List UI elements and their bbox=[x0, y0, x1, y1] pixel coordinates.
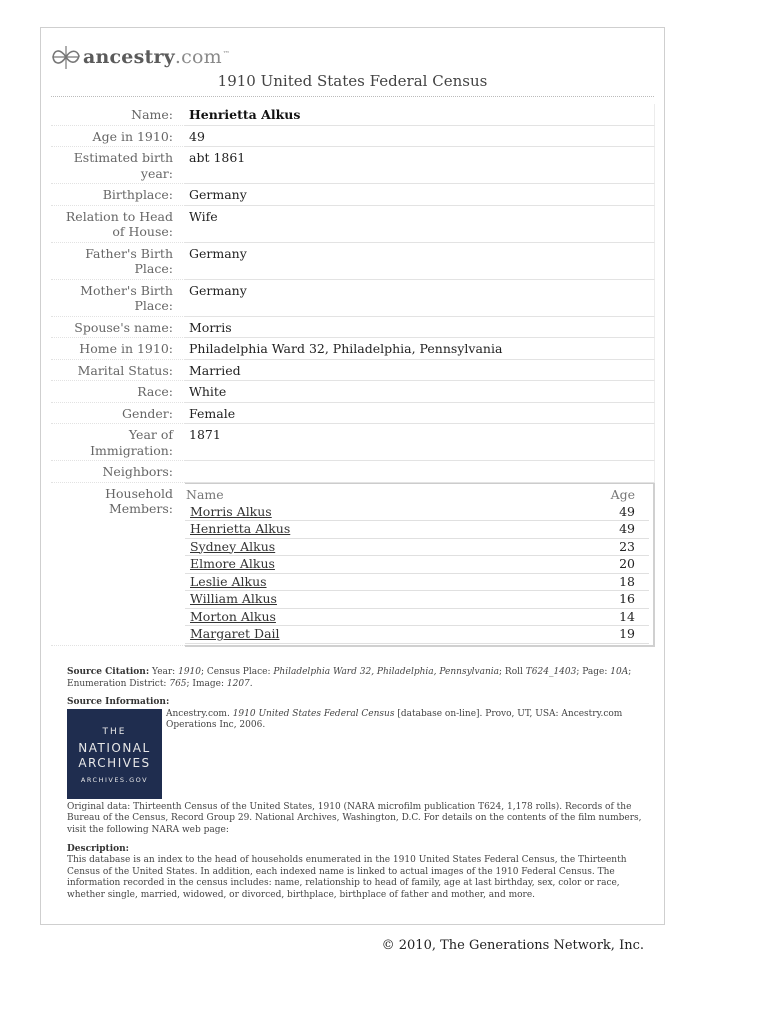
column-name-header: Name bbox=[186, 486, 224, 502]
field-value: Female bbox=[185, 403, 655, 425]
household-member-age: 14 bbox=[619, 608, 635, 624]
column-age-header: Age bbox=[610, 486, 635, 502]
household-member-row bbox=[185, 504, 649, 522]
record-fields bbox=[51, 104, 655, 647]
description-label: Description: bbox=[67, 843, 129, 854]
household-member-link[interactable]: Leslie Alkus bbox=[190, 573, 267, 589]
household-member-row bbox=[185, 626, 649, 644]
field-value: abt 1861 bbox=[185, 147, 655, 184]
source-citation: Source Citation: Year: 1910; Census Place: Philadelphia Ward 32, Philadelphia, Pennsylvania; Roll T624_1403; Page: 10A; Enumeration District: 765; Image: 1207. bbox=[67, 667, 632, 689]
household-member-row bbox=[185, 539, 649, 557]
field-row bbox=[51, 360, 655, 382]
field-label: Mother's Birth Place: bbox=[51, 280, 185, 317]
field-value: Henrietta Alkus bbox=[185, 104, 655, 126]
field-row bbox=[51, 424, 655, 461]
field-value: White bbox=[185, 381, 655, 403]
field-row bbox=[51, 381, 655, 403]
household-member-age: 20 bbox=[619, 556, 635, 571]
source-information-text: Ancestry.com. 1910 United States Federal Census [database on-line]. Provo, UT, USA: Ancestry.com Operations Inc, 2006. bbox=[166, 708, 623, 731]
ancestry-logo[interactable] bbox=[51, 42, 230, 72]
household-member-age: 16 bbox=[619, 591, 635, 606]
field-row bbox=[51, 243, 655, 280]
page-title: 1910 United States Federal Census bbox=[51, 72, 654, 97]
field-value: Wife bbox=[185, 206, 655, 243]
field-label: Age in 1910: bbox=[51, 126, 185, 148]
household-member-link[interactable]: Morris Alkus bbox=[190, 503, 272, 519]
household-member-age: 19 bbox=[619, 626, 635, 641]
field-row bbox=[51, 184, 655, 206]
field-row bbox=[51, 104, 655, 126]
household-member-age: 23 bbox=[619, 538, 635, 554]
field-label: Marital Status: bbox=[51, 360, 185, 382]
field-row bbox=[51, 338, 655, 360]
logo-wordmark: ancestry.com™ bbox=[83, 46, 231, 68]
field-row bbox=[51, 461, 655, 483]
national-archives-logo[interactable]: THE NATIONAL ARCHIVES ARCHIVES.GOV bbox=[67, 709, 162, 799]
household-member-link[interactable]: Henrietta Alkus bbox=[190, 521, 291, 536]
source-information-label: Source Information: bbox=[67, 697, 170, 708]
source-information bbox=[67, 709, 642, 802]
field-label: Relation to Head of House: bbox=[51, 206, 185, 243]
household-member-row bbox=[185, 591, 649, 609]
household-member-link[interactable]: Elmore Alkus bbox=[190, 556, 275, 571]
field-value: Married bbox=[185, 360, 655, 382]
field-row bbox=[51, 317, 655, 339]
household-label: Household Members: bbox=[51, 483, 185, 646]
household-table bbox=[185, 483, 655, 647]
field-label: Estimated birth year: bbox=[51, 147, 185, 184]
original-data-text: Original data: Thirteenth Census of the United States, 1910 (NARA microfilm publication T624, 1,178 rolls). Records of the Bureau of the Census, Record Group 29. National Archives, Washington, D.C. For details on the contents of the film numbers, visit the following NARA web page: bbox=[67, 801, 642, 835]
field-value: Germany bbox=[185, 184, 655, 206]
field-label: Birthplace: bbox=[51, 184, 185, 206]
household-member-row bbox=[185, 521, 649, 539]
household-member-link[interactable]: Sydney Alkus bbox=[190, 538, 276, 554]
household-member-link[interactable]: Morton Alkus bbox=[190, 608, 276, 624]
field-label: Neighbors: bbox=[51, 461, 185, 483]
household-header bbox=[185, 484, 653, 504]
copyright-footer: © 2010, The Generations Network, Inc. bbox=[381, 938, 644, 953]
field-value: Germany bbox=[185, 280, 655, 317]
household-members bbox=[51, 483, 655, 647]
source-section bbox=[67, 667, 642, 902]
field-label: Father's Birth Place: bbox=[51, 243, 185, 280]
field-label: Year of Immigration: bbox=[51, 424, 185, 461]
leaf-icon bbox=[51, 44, 81, 70]
field-value: Germany bbox=[185, 243, 655, 280]
household-member-row bbox=[185, 556, 649, 574]
field-label: Home in 1910: bbox=[51, 338, 185, 360]
field-value: Morris bbox=[185, 317, 655, 339]
field-row bbox=[51, 403, 655, 425]
household-member-link[interactable]: William Alkus bbox=[190, 591, 277, 606]
field-label: Name: bbox=[51, 104, 185, 126]
field-value: 1871 bbox=[185, 424, 655, 461]
field-value: Philadelphia Ward 32, Philadelphia, Pennsylvania bbox=[185, 338, 655, 360]
field-label: Race: bbox=[51, 381, 185, 403]
household-member-row bbox=[185, 609, 649, 627]
description-text: This database is an index to the head of households enumerated in the 1910 United States Federal Census, the Thirteenth Census of the United States. In addition, each indexed name is linked to actual images of the 1910 Federal Census. The information recorded in the census includes: name, relationship to head of family, age at last birthday, sex, color or race, whether single, married, widowed, or divorced, birthplace, birthplace of father and mother, and more. bbox=[67, 855, 627, 900]
field-value bbox=[185, 461, 655, 483]
census-record-page bbox=[40, 27, 665, 925]
household-member-age: 49 bbox=[619, 503, 635, 519]
field-label: Gender: bbox=[51, 403, 185, 425]
field-row bbox=[51, 147, 655, 184]
household-member-link[interactable]: Margaret Dail bbox=[190, 626, 280, 641]
field-row bbox=[51, 206, 655, 243]
household-member-age: 49 bbox=[619, 521, 635, 536]
household-member-age: 18 bbox=[619, 573, 635, 589]
household-member-row bbox=[185, 574, 649, 592]
field-label: Spouse's name: bbox=[51, 317, 185, 339]
field-value: 49 bbox=[185, 126, 655, 148]
field-row bbox=[51, 280, 655, 317]
field-row bbox=[51, 126, 655, 148]
